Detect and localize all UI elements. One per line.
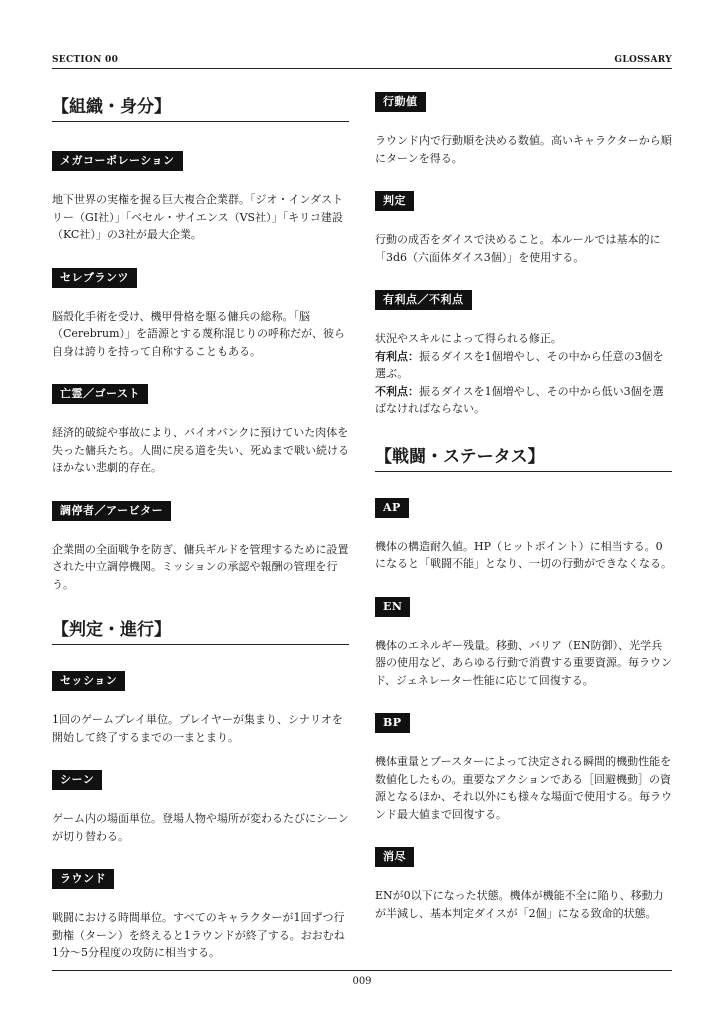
term-tag: 亡霊／ゴースト: [52, 384, 148, 404]
term-description: 機体のエネルギー残量。移動、バリア（EN防御）、光学兵器の使用など、あらゆる行動で消費する重要資源。毎ラウンド、ジェネレーター性能に応じて回復する。: [375, 638, 672, 687]
term-tag: 調停者／アービター: [52, 501, 171, 521]
footer-rule: [52, 970, 672, 971]
term-tag: セッション: [52, 671, 125, 691]
term-tag: 有利点／不利点: [375, 290, 472, 310]
term-tag: セレブランツ: [52, 268, 137, 288]
disadvantage-text: 振るダイスを1個増やし、その中から低い3個を選ばなければならない。: [375, 384, 664, 415]
disadvantage-label: 不利点：: [375, 384, 419, 398]
term-description: 1回のゲームプレイ単位。プレイヤーが集まり、シナリオを開始して終了するまでの一まとまり。: [52, 713, 343, 744]
term-description: 企業間の全面戦争を防ぎ、傭兵ギルドを管理するために設置された中立調停機関。ミッションの承認や報酬の管理を行う。: [52, 542, 349, 591]
term-description: 経済的破綻や事故により、バイオバンクに預けていた肉体を失った傭兵たち。人間に戻る道を失い、死ぬまで戦い続けるほかない悲劇的存在。: [52, 426, 349, 474]
term-tag: BP: [375, 713, 410, 733]
term-description: 機体の構造耐久値。HP（ヒットポイント）に相当する。0になると「戦闘不能」となり、一切の行動ができなくなる。: [375, 539, 672, 570]
advantage-label: 有利点：: [375, 349, 419, 363]
term-tag: ラウンド: [52, 869, 114, 889]
page-number: 009: [352, 976, 372, 987]
term-description: 行動の成否をダイスで決めること。本ルールでは基本的に「3d6（六面体ダイス3個）」を使用する。: [375, 233, 661, 264]
term-description: 戦闘における時間単位。すべてのキャラクターが1回ずつ行動権（ターン）を終えると1ラウンドが終了する。おおむね1分〜5分程度の攻防に相当する。: [52, 911, 345, 959]
term-description: 脳殻化手術を受け、機甲骨格を駆る傭兵の総称。「脳（Cerebrum）」を語源とする蔑称混じりの呼称だが、彼ら自身は誇りを持って自称することもある。: [52, 309, 346, 358]
term-description: ENが0以下になった状態。機体が機能不全に陥り、移動力が半減し、基本判定ダイスが「2個」になる致命的状態。: [375, 889, 664, 920]
term-description: 地下世界の実権を握る巨大複合企業群。「ジオ・インダストリー（GI社）」「ベセル・サイエンス（VS社）」「キリコ建設（KC社）」の3社が最大企業。: [52, 193, 344, 241]
term-tag: AP: [375, 498, 409, 518]
term-tag: メガコーポレーション: [52, 151, 183, 171]
header-rule: [52, 68, 672, 69]
left-column: [52, 90, 349, 962]
header-section: SECTION 00: [52, 55, 119, 65]
advantage-text: 振るダイスを1個増やし、その中から任意の3個を選ぶ。: [375, 349, 664, 380]
term-tag: EN: [375, 597, 410, 617]
term-tag: 行動値: [375, 92, 426, 112]
term-tag: 判定: [375, 191, 414, 211]
term-description: ゲーム内の場面単位。登場人物や場所が変わるたびにシーンが切り替わる。: [52, 812, 349, 843]
right-column: [375, 90, 672, 922]
term-description: [375, 330, 672, 418]
section-heading-combat-status: 【戦闘・ステータス】: [375, 446, 672, 472]
term-tag: 消尽: [375, 847, 414, 867]
section-heading-organization: 【組織・身分】: [52, 96, 349, 122]
section-heading-progression: 【判定・進行】: [52, 619, 349, 645]
term-description: 機体重量とブースターによって決定される瞬間的機動性能を数値化したもの。重要なアクションである［回避機動］の資源となるほか、それ以外にも様々な場面で使用する。毎ラウンド最大値まで回復する。: [375, 755, 672, 821]
term-tag: シーン: [52, 770, 102, 790]
modifier-summary: 状況やスキルによって得られる修正。: [375, 332, 562, 345]
header-title: GLOSSARY: [614, 55, 672, 65]
term-description: ラウンド内で行動順を決める数値。高いキャラクターから順にターンを得る。: [375, 134, 672, 165]
